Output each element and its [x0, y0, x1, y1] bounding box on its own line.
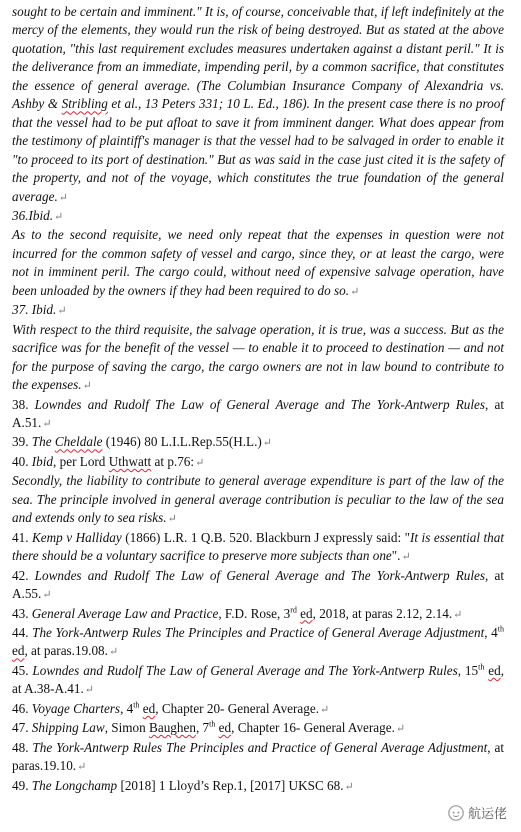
footnote-paragraph: [12, 453, 504, 472]
footnote-paragraph: [12, 605, 504, 624]
footnote-paragraph: [12, 662, 504, 700]
paragraph-mark-icon: ↵: [108, 646, 119, 659]
quoted-paragraph: [12, 301, 504, 320]
footnote-paragraph: [12, 700, 504, 719]
footnote-paragraph: [12, 719, 504, 738]
text-run: at p.76:: [151, 453, 195, 469]
text-run: sought to be certain and imminent." It is, of course, conceivable that, if left indefinitely at the mercy of the elements, they would run the risk of being destroyed. But as stated at the above quotation, "this last requirement excludes measures undertaken against a distant peril." It is the deliverance from an immediate, impending peril, by a common sacrifice, that constitutes the essence of general average. (The Columbian Insurance Company of Alexandria vs. Ashby &: [12, 4, 504, 112]
text-run: , 4: [484, 624, 498, 640]
paragraph-mark-icon: ↵: [42, 417, 52, 430]
spellcheck-word: ed: [218, 720, 232, 736]
text-run: et al., 13 Peters 331; 10 L. Ed., 186). In the present case there is no proof that the vessel had to be put afloat to save it from imminent danger. What does appear from the testimony of plaintiff's manager is that the vessel had to be salvaged in order to enable it "to proceed to its port of destination." But as was said in the case just cited it is the safety of the property, and not of the voyage, which constitutes the true foundation of the general average.: [12, 96, 504, 204]
text-run: 49.: [12, 777, 32, 793]
paragraph-mark-icon: ↵: [453, 608, 463, 621]
footnote-paragraph: [12, 529, 504, 567]
spellcheck-word: ed: [142, 700, 156, 716]
watermark-text: 航运佬: [467, 807, 507, 822]
spellcheck-word: Uthwatt: [108, 453, 152, 469]
ordinal-suffix: rd: [290, 605, 297, 615]
text-run: , 4: [120, 700, 134, 716]
text-run: 46.: [12, 700, 32, 716]
text-run: , Chapter 20- General Average.: [155, 700, 320, 716]
text-run: , at paras.19.10.: [12, 739, 504, 774]
text-run: Kemp v Halliday: [31, 529, 122, 545]
text-run: The York-Antwerp Rules The Principles and Practice of General Average Adjustment: [32, 624, 485, 640]
spellcheck-word: ed: [488, 662, 501, 678]
text-run: 43.: [12, 605, 32, 621]
text-run: General Average Law and Practice: [31, 605, 219, 621]
quoted-paragraph: [12, 207, 504, 226]
footnote-paragraph: [12, 567, 504, 605]
paragraph-mark-icon: ↵: [42, 589, 52, 602]
quoted-paragraph: [12, 321, 504, 396]
text-run: , 15: [457, 662, 479, 678]
paragraph-mark-icon: ↵: [350, 285, 360, 298]
footnote-paragraph: [12, 396, 504, 434]
ordinal-suffix: th: [209, 719, 216, 729]
text-run: (1866) L.R. 1 Q.B. 520. Blackburn J expressly said: ": [121, 529, 411, 545]
text-run: [2018] 1 Lloyd’s Rep.1, [2017] UKSC 68.: [117, 777, 344, 793]
wechat-logo-icon: [448, 805, 464, 821]
paragraph-mark-icon: ↵: [320, 703, 330, 716]
footnote-paragraph: [12, 624, 504, 662]
text-run: , 2018, at paras 2.12, 2.14.: [312, 605, 453, 621]
text-run: 36.Ibid.: [12, 207, 54, 223]
text-run: , at A.55.: [12, 567, 505, 602]
text-run: Voyage Charters: [31, 700, 121, 716]
spellcheck-word: Stribling: [61, 96, 108, 112]
paragraph-mark-icon: ↵: [77, 761, 87, 774]
quoted-paragraph: [12, 472, 504, 528]
text-run: 47.: [12, 720, 32, 736]
text-run: Lowndes and Rudolf The Law of General Average and The York-Antwerp Rules: [32, 662, 458, 678]
text-run: The York-Antwerp Rules The Principles and Practice of General Average Adjustment: [32, 739, 488, 755]
spellcheck-word: Baughen: [149, 720, 196, 736]
text-run: Lowndes and Rudolf The Law of General Average and The York-Antwerp Rules: [34, 396, 486, 412]
text-run: , F.D. Rose, 3: [218, 605, 291, 621]
text-run: 41.: [12, 529, 32, 545]
text-run: , per Lord: [53, 453, 109, 469]
text-run: , Chapter 16- General Average.: [231, 720, 395, 736]
text-run: Lowndes and Rudolf The Law of General Average and The York-Antwerp Rules: [34, 567, 486, 583]
text-run: , 7: [195, 720, 210, 736]
footnote-paragraph: [12, 777, 504, 796]
document-page: [12, 3, 504, 796]
paragraph-mark-icon: ↵: [344, 780, 354, 793]
watermark: [448, 803, 507, 822]
text-run: 40.: [12, 453, 32, 469]
text-run: Secondly, the liability to contribute to general average expenditure is part of the law of the sea. The principle involved in general average contribution is peculiar to the law of the sea and extends only to sea risks.: [12, 473, 504, 526]
text-run: 39.: [12, 434, 32, 450]
paragraph-mark-icon: ↵: [167, 513, 177, 526]
text-run: , at A.38-A.41.: [12, 662, 505, 697]
quoted-paragraph: [12, 3, 504, 207]
text-run: , at A.51.: [12, 396, 505, 430]
paragraph-mark-icon: ↵: [57, 305, 67, 318]
text-run: The: [31, 434, 55, 450]
text-run: (1946) 80 L.I.L.Rep.55(H.L.): [102, 434, 262, 450]
text-run: 48.: [12, 739, 33, 755]
paragraph-mark-icon: ↵: [401, 551, 411, 564]
paragraph-mark-icon: ↵: [58, 191, 68, 204]
ordinal-suffix: th: [497, 624, 505, 634]
text-run: 45.: [12, 662, 33, 678]
text-run: ".: [391, 548, 401, 564]
paragraph-mark-icon: ↵: [54, 210, 64, 223]
text-run: With respect to the third requisite, the salvage operation, it is true, was a success. But as the sacrifice was for the benefit of the vessel — to enable it to proceed to destination — and not for the purpose of saving the cargo, the cargo owners are not in law bound to contribute to the expenses.: [12, 321, 504, 393]
paragraph-mark-icon: ↵: [82, 380, 92, 393]
text-run: Shipping Law: [31, 720, 105, 736]
text-run: Ibid: [31, 453, 54, 469]
paragraph-mark-icon: ↵: [195, 456, 205, 469]
text-run: The Longchamp: [31, 777, 118, 793]
spellcheck-word: ed: [12, 643, 25, 659]
quoted-paragraph: [12, 226, 504, 301]
text-run: 44.: [12, 624, 33, 640]
text-run: 37. Ibid.: [12, 302, 57, 318]
footnote-paragraph: [12, 433, 504, 452]
paragraph-mark-icon: ↵: [262, 437, 273, 450]
paragraph-mark-icon: ↵: [84, 684, 95, 697]
text-run: 38.: [12, 396, 35, 412]
ordinal-suffix: th: [133, 700, 140, 710]
text-run: , at paras.19.08.: [24, 643, 108, 659]
spellcheck-word: Cheldale: [54, 434, 103, 450]
text-run: As to the second requisite, we need only repeat that the expenses in question were not incurred for the common safety of vessel and cargo, since they, or at least the cargo, were not in imminent peril. The cargo could, without need of expensive salvage operation, have been unloaded by the owners if they had been required to do so.: [12, 227, 504, 298]
text-run: It is essential that there should be a voluntary sacrifice to preserve more subjects than one: [12, 529, 505, 564]
footnote-paragraph: [12, 739, 504, 777]
text-run: , Simon: [104, 720, 150, 736]
ordinal-suffix: th: [478, 662, 485, 672]
spellcheck-word: ed: [300, 605, 313, 621]
paragraph-mark-icon: ↵: [395, 723, 406, 736]
text-run: 42.: [12, 567, 35, 583]
